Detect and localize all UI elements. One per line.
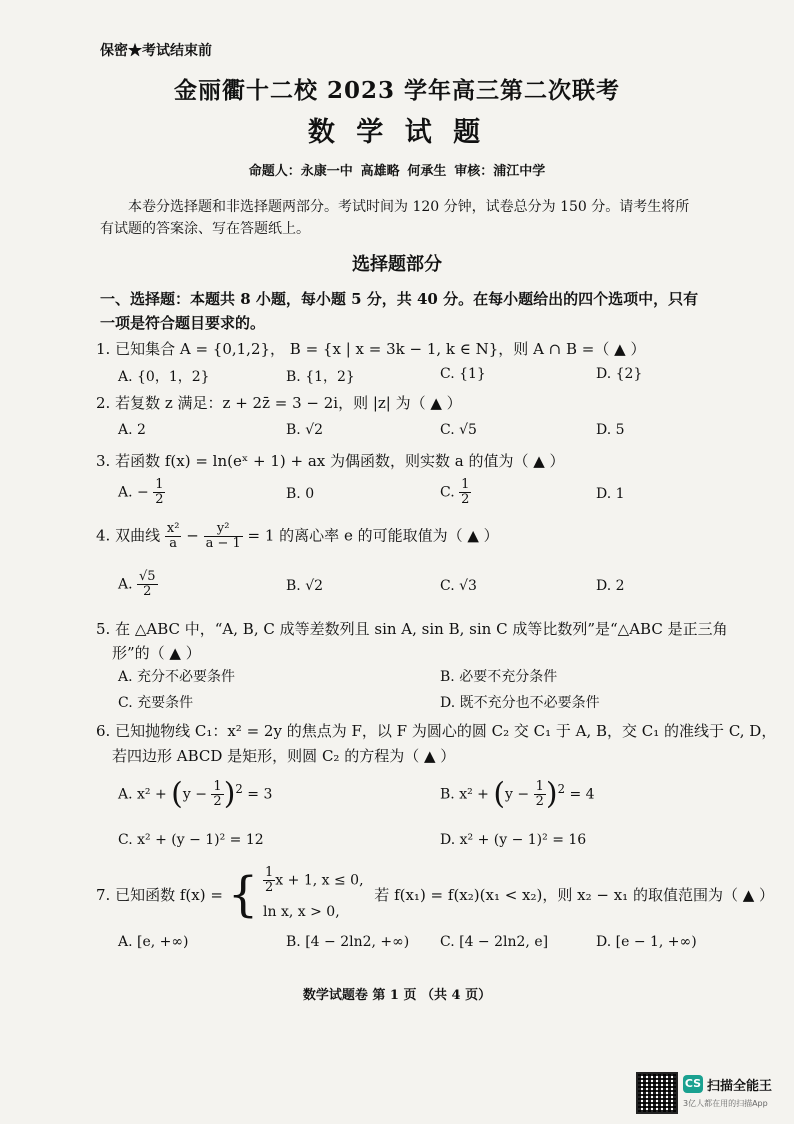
q4-fraction-2 — [204, 522, 243, 551]
q6-a-num: 1 — [213, 779, 222, 794]
q4-a-num: √5 — [139, 569, 156, 584]
camscanner-logo-icon: CS — [683, 1075, 703, 1093]
q4-minus: − — [186, 526, 199, 545]
q5-option-d: D. 既不充分也不必要条件 — [440, 695, 600, 711]
q7-suffix: 若 f(x₁) = f(x₂)(x₁ < x₂)，则 x₂ − x₁ 的取值范围为（ ▲ ） — [374, 886, 775, 904]
question-2-stem: 2. 若复数 z 满足：z + 2z̄ = 3 − 2i，则 |z| 为（ ▲ ） — [96, 394, 462, 412]
q7-option-c: C. [4 − 2ln2, e] — [440, 934, 549, 950]
q3-option-d: D. 1 — [596, 486, 625, 502]
subject-title: 数 学 试 题 — [307, 117, 487, 148]
q7-case-2: ln x, x > 0, — [263, 904, 340, 920]
q7-prefix: 7. 已知函数 f(x) = — [96, 886, 223, 904]
q1-option-d: D. {2} — [596, 366, 643, 382]
q6-b-num: 1 — [535, 779, 544, 794]
q1-option-a: A. {0，1，2} — [118, 369, 210, 385]
q3-a-den: 2 — [155, 492, 164, 507]
question-6-line-1: 6. 已知抛物线 C₁：x² = 2y 的焦点为 F，以 F 为圆心的圆 C₂ 交 C₁ 于 A, B，交 C₁ 的准线于 C, D， — [96, 722, 777, 740]
q7-case1-text: x + 1, x ≤ 0, — [275, 872, 364, 889]
q3-c-fraction — [459, 478, 471, 507]
question-5-line-2: 形”的（ ▲ ） — [112, 644, 201, 662]
q5-option-b: B. 必要不充分条件 — [440, 669, 558, 685]
q7-option-b: B. [4 − 2ln2, +∞) — [286, 934, 410, 950]
q6-b-rparen: ) — [545, 776, 558, 812]
q4-f1-num: x² — [166, 521, 180, 536]
q3-a-num: 1 — [155, 477, 164, 492]
q4-a-fraction — [137, 570, 158, 599]
q6-b-square: 2 — [557, 781, 566, 796]
q7-piecewise — [263, 866, 364, 923]
q4-suffix: = 1 的离心率 e 的可能取值为（ ▲ ） — [247, 526, 499, 545]
q7-case1-fraction — [263, 866, 275, 895]
question-4-stem — [96, 522, 499, 551]
camscanner-tagline: 3亿人都在用的扫描App — [683, 1099, 768, 1108]
q4-a-den: 2 — [143, 584, 152, 599]
q7-case1-num: 1 — [265, 865, 274, 880]
q2-option-d: D. 5 — [596, 422, 625, 438]
q4-prefix: 4. 双曲线 — [96, 526, 161, 545]
q4-option-c: C. √3 — [440, 578, 477, 594]
question-1-stem: 1. 已知集合 A = {0,1,2}， B = {x | x = 3k − 1, k ∈ N}，则 A ∩ B =（ ▲ ） — [96, 340, 646, 358]
q4-f2-den: a − 1 — [205, 536, 241, 551]
q6-a-suffix: = 3 — [247, 786, 273, 803]
exam-title: 金丽衢十二校 2023 学年高三第二次联考 — [173, 77, 621, 104]
q6-a-fraction — [211, 780, 223, 809]
q3-c-den: 2 — [461, 492, 470, 507]
q3-option-c — [440, 478, 471, 507]
question-7-stem — [96, 866, 774, 923]
question-6-line-2: 若四边形 ABCD 是矩形，则圆 C₂ 的方程为（ ▲ ） — [112, 747, 456, 765]
q3-option-b: B. 0 — [286, 486, 315, 502]
q6-a-rparen: ) — [223, 776, 236, 812]
q5-option-a: A. 充分不必要条件 — [118, 669, 236, 685]
q7-case-1 — [263, 866, 364, 895]
q6-b-den: 2 — [535, 794, 544, 809]
q6-b-prefix: B. x² + — [440, 786, 494, 803]
q6-option-b — [440, 776, 595, 812]
q2-option-c: C. √5 — [440, 422, 477, 438]
q2-option-a: A. 2 — [118, 422, 146, 438]
page-footer: 数学试题卷 第 1 页 （共 4 页） — [302, 988, 492, 1003]
q4-option-b: B. √2 — [286, 578, 324, 594]
q6-b-fraction — [534, 780, 546, 809]
q4-f1-den: a — [169, 536, 178, 551]
q6-a-prefix: A. x² + — [118, 786, 172, 803]
q7-option-d: D. [e − 1, +∞) — [596, 934, 697, 950]
q2-option-b: B. √2 — [286, 422, 324, 438]
q6-b-inner: y − — [505, 786, 534, 803]
q1-option-c: C. {1} — [440, 366, 486, 382]
q4-fraction-1 — [165, 522, 182, 551]
question-5-line-1: 5. 在 △ABC 中，“A, B, C 成等差数列且 sin A, sin B, sin C 成等比数列”是“△ABC 是正三角 — [96, 620, 728, 638]
q3-c-prefix: C. — [440, 484, 455, 501]
q6-a-inner: y − — [182, 786, 212, 803]
q4-f2-num: y² — [204, 522, 243, 537]
q6-option-d: D. x² + (y − 1)² = 16 — [440, 832, 587, 848]
question-3-stem: 3. 若函数 f(x) = ln(eˣ + 1) + ax 为偶函数，则实数 a 的值为（ ▲ ） — [96, 452, 565, 470]
q6-b-lparen: ( — [493, 776, 506, 812]
q7-brace: { — [227, 866, 259, 923]
q3-a-fraction — [153, 478, 165, 507]
section-heading: 一、选择题：本题共 8 小题，每小题 5 分，共 40 分。在每小题给出的四个选项中，只有一项是符合题目要求的。 — [100, 290, 699, 332]
q5-option-c: C. 充要条件 — [118, 695, 194, 711]
exam-instructions: 本卷分选择题和非选择题两部分。考试时间为 120 分钟，试卷总分为 150 分。请考生将所有试题的答案涂、写在答题纸上。 — [100, 199, 690, 237]
part-title: 选择题部分 — [352, 254, 442, 275]
qr-code-icon — [636, 1072, 678, 1114]
q4-option-d: D. 2 — [596, 578, 625, 594]
q3-c-num: 1 — [461, 477, 470, 492]
q7-case1-den: 2 — [265, 880, 274, 895]
q6-b-suffix: = 4 — [569, 786, 595, 803]
q3-option-a — [118, 478, 165, 507]
q4-option-a — [118, 570, 158, 599]
q6-option-c: C. x² + (y − 1)² = 12 — [118, 832, 264, 848]
q7-option-a: A. [e, +∞) — [118, 934, 189, 950]
camscanner-name: 扫描全能王 — [707, 1079, 773, 1094]
q4-a-prefix: A. — [118, 576, 133, 593]
q1-option-b: B. {1，2} — [286, 369, 355, 385]
authors-line: 命题人：永康一中 高雄略 何承生 审核：浦江中学 — [248, 164, 546, 179]
q6-a-lparen: ( — [171, 776, 183, 812]
q6-a-den: 2 — [213, 794, 222, 809]
confidential-label: 保密★考试结束前 — [100, 43, 212, 59]
q6-a-square: 2 — [235, 781, 243, 796]
q3-a-prefix: A. − — [118, 484, 149, 501]
q6-option-a — [118, 776, 273, 812]
